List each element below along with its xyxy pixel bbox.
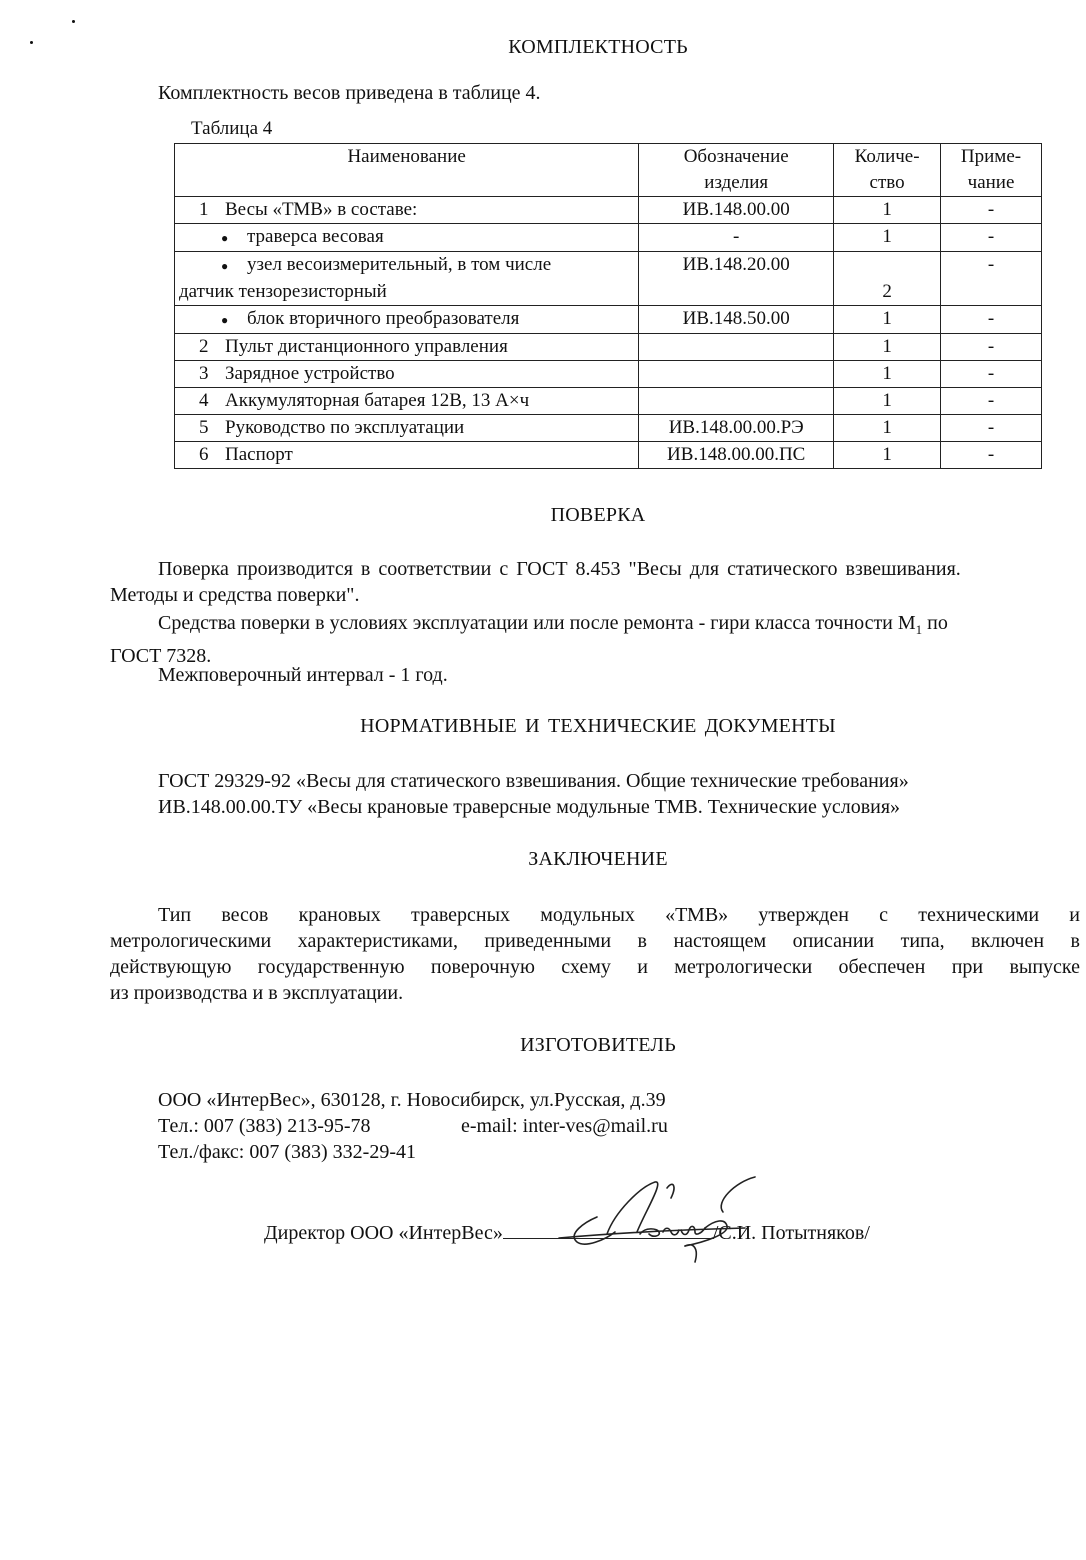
- table-row: [175, 306, 1042, 334]
- cell-code: [639, 334, 834, 361]
- manufacturer-title: ИЗГОТОВИТЕЛЬ: [520, 1034, 676, 1056]
- table-row: [175, 224, 1042, 252]
- table-row: [175, 442, 1042, 469]
- cell-name: ● траверса весовая: [175, 224, 639, 252]
- cell-name: ● узел весоизмерительный, в том числе датчик тензорезисторный: [175, 252, 639, 306]
- table-row: [175, 388, 1042, 415]
- kit-table: [174, 143, 1042, 469]
- cell-qty: 1: [834, 197, 941, 224]
- table-row: [175, 415, 1042, 442]
- table-row: [175, 197, 1042, 224]
- signatory-position: Директор ООО «ИнтерВес»: [264, 1222, 503, 1244]
- cell-note: -: [941, 197, 1042, 224]
- col-header-note: Приме- чание: [941, 144, 1042, 197]
- cell-name: 5 Руководство по эксплуатации: [175, 415, 639, 442]
- cell-qty: 2: [834, 252, 941, 306]
- manufacturer-fax: Тел./факс: 007 (383) 332-29-41: [158, 1141, 416, 1163]
- bullet-icon: ●: [221, 313, 229, 327]
- cell-qty: 1: [834, 388, 941, 415]
- conclusion-title: ЗАКЛЮЧЕНИЕ: [528, 848, 668, 870]
- cell-code: ИВ.148.00.00: [639, 197, 834, 224]
- cell-note: -: [941, 442, 1042, 469]
- handwritten-signature-icon: [545, 1172, 765, 1272]
- cell-name: 6 Паспорт: [175, 442, 639, 469]
- verification-paragraph-2: Средства поверки в условиях эксплуатации или после ремонта - гири класса точности $М_1$ по ГОСТ 7328.: [110, 612, 948, 667]
- table-caption: Таблица 4: [191, 118, 273, 139]
- normative-title: НОРМАТИВНЫЕ И ТЕХНИЧЕСКИЕ ДОКУМЕНТЫ: [360, 715, 836, 737]
- col-header-qty: Количе- ство: [834, 144, 941, 197]
- cell-qty: 1: [834, 224, 941, 252]
- cell-name: ● блок вторичного преобразователя: [175, 306, 639, 334]
- signatory-name: /С.И. Потытняков/: [712, 1222, 870, 1244]
- cell-qty: 1: [834, 306, 941, 334]
- scan-mark: [72, 20, 75, 23]
- manufacturer-email: e-mail: inter-ves@mail.ru: [461, 1115, 668, 1137]
- cell-qty: 1: [834, 415, 941, 442]
- cell-note: -: [941, 415, 1042, 442]
- col-header-code: Обозначение изделия: [639, 144, 834, 197]
- cell-name: 3 Зарядное устройство: [175, 361, 639, 388]
- cell-qty: 1: [834, 334, 941, 361]
- manufacturer-address: ООО «ИнтерВес», 630128, г. Новосибирск, ул.Русская, д.39: [158, 1089, 666, 1111]
- cell-code: -: [639, 224, 834, 252]
- verification-paragraph-1: Поверка производится в соответствии с ГОСТ 8.453 "Весы для статического взвешивания. Методы и средства поверки".: [110, 558, 961, 606]
- cell-qty: 1: [834, 361, 941, 388]
- cell-code: ИВ.148.00.00.РЭ: [639, 415, 834, 442]
- conclusion-paragraph: Тип весов крановых траверсных модульных «ТМВ» утвержден с техническими и метрологическими характеристиками, приведенными в настоящем описании типа, включен в действующую государственную поверочную схему и метрологически обеспечен при выпуске из производства и в эксплуатации.: [110, 904, 1080, 1004]
- cell-code: ИВ.148.50.00: [639, 306, 834, 334]
- table-header-row: [175, 144, 1042, 197]
- bullet-icon: ●: [221, 231, 229, 245]
- table-row: [175, 252, 1042, 306]
- cell-code: ИВ.148.20.00: [639, 252, 834, 306]
- cell-note: -: [941, 224, 1042, 252]
- verification-title: ПОВЕРКА: [550, 504, 646, 526]
- cell-name: 1 Весы «ТМВ» в составе:: [175, 197, 639, 224]
- cell-note: -: [941, 334, 1042, 361]
- normative-doc-1: ГОСТ 29329-92 «Весы для статического взвешивания. Общие технические требования»: [158, 770, 909, 792]
- manufacturer-phone: Тел.: 007 (383) 213-95-78: [158, 1115, 371, 1137]
- kit-title: КОМПЛЕКТНОСТЬ: [508, 36, 688, 58]
- cell-name: 2 Пульт дистанционного управления: [175, 334, 639, 361]
- col-header-name: Наименование: [175, 144, 639, 197]
- cell-qty: 1: [834, 442, 941, 469]
- table-row: [175, 334, 1042, 361]
- cell-code: ИВ.148.00.00.ПС: [639, 442, 834, 469]
- cell-note: -: [941, 252, 1042, 306]
- kit-intro: Комплектность весов приведена в таблице 4.: [158, 82, 541, 104]
- cell-note: -: [941, 388, 1042, 415]
- normative-doc-2: ИВ.148.00.00.ТУ «Весы крановые траверсные модульные ТМВ. Технические условия»: [158, 796, 901, 818]
- bullet-icon: ●: [221, 259, 229, 273]
- cell-note: -: [941, 361, 1042, 388]
- cell-code: [639, 361, 834, 388]
- table-row: [175, 361, 1042, 388]
- cell-name: 4 Аккумуляторная батарея 12В, 13 А×ч: [175, 388, 639, 415]
- cell-note: -: [941, 306, 1042, 334]
- cell-code: [639, 388, 834, 415]
- verification-paragraph-3: Межповерочный интервал - 1 год.: [158, 664, 448, 686]
